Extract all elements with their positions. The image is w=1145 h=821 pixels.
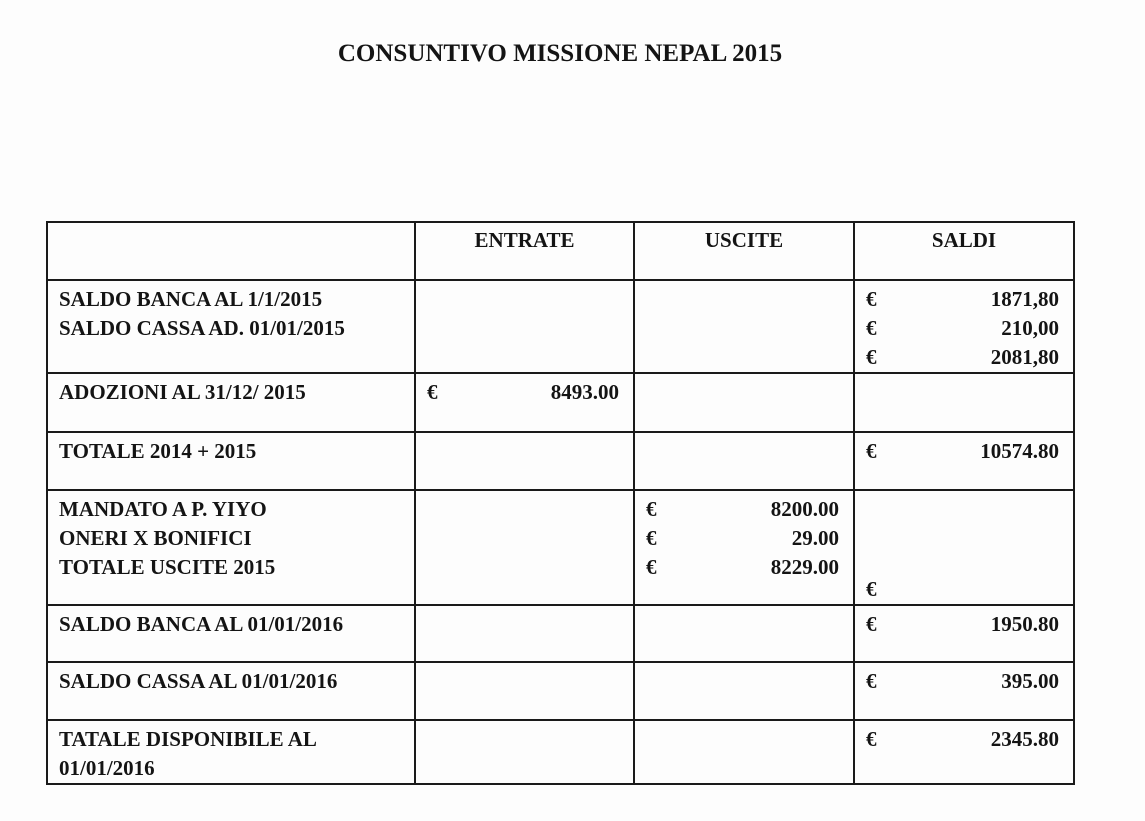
row-label	[47, 662, 415, 720]
label-line: 01/01/2016	[59, 756, 155, 780]
entrate-cell	[415, 720, 634, 784]
table-row	[47, 373, 1074, 432]
uscite-cell	[634, 662, 854, 720]
saldi-cell	[854, 432, 1074, 490]
header-uscite: USCITE	[634, 222, 854, 280]
header-entrate: ENTRATE	[415, 222, 634, 280]
amount	[855, 610, 1073, 639]
amount	[635, 495, 853, 524]
euro-symbol: €	[646, 526, 657, 550]
amount-value: 1950.80	[990, 612, 1059, 636]
label-line: TOTALE USCITE 2015	[59, 555, 276, 579]
euro-symbol: €	[866, 669, 877, 693]
amount-value: 8493.00	[550, 380, 619, 404]
table-row	[47, 280, 1074, 373]
amount-value: 8229.00	[770, 555, 839, 579]
euro-symbol: €	[646, 555, 657, 579]
euro-symbol: €	[866, 345, 877, 369]
amount	[855, 575, 1073, 604]
euro-symbol: €	[866, 439, 877, 463]
entrate-cell	[415, 280, 634, 373]
table-row	[47, 490, 1074, 605]
amount-value: 210,00	[1001, 316, 1059, 340]
row-label	[47, 373, 415, 432]
amount	[855, 314, 1073, 343]
uscite-cell	[634, 605, 854, 662]
header-row	[47, 222, 1074, 280]
saldi-cell	[854, 605, 1074, 662]
saldi-cell	[854, 280, 1074, 373]
entrate-cell	[415, 490, 634, 605]
euro-symbol: €	[866, 612, 877, 636]
label-line: SALDO CASSA AD. 01/01/2015	[59, 316, 345, 340]
label-line: SALDO BANCA AL 1/1/2015	[59, 287, 323, 311]
row-label	[47, 280, 415, 373]
label-line: MANDATO A P. YIYO	[59, 497, 267, 521]
row-label	[47, 720, 415, 784]
amount-value: 29.00	[791, 526, 839, 550]
table-row	[47, 605, 1074, 662]
uscite-cell	[634, 720, 854, 784]
amount-value: 2081,80	[990, 345, 1059, 369]
label-line: TATALE DISPONIBILE AL	[59, 727, 317, 751]
euro-symbol: €	[646, 497, 657, 521]
uscite-cell	[634, 490, 854, 605]
amount-value: 2345.80	[990, 727, 1059, 751]
amount	[635, 524, 853, 553]
uscite-cell	[634, 373, 854, 432]
amount-value: 395.00	[1001, 669, 1059, 693]
table-row	[47, 720, 1074, 784]
euro-symbol: €	[866, 727, 877, 751]
amount-value: 10574.80	[980, 439, 1059, 463]
amount	[855, 343, 1073, 372]
entrate-cell	[415, 662, 634, 720]
uscite-cell	[634, 280, 854, 373]
saldi-cell	[854, 720, 1074, 784]
uscite-cell	[634, 432, 854, 490]
entrate-cell	[415, 605, 634, 662]
label-line: ADOZIONI AL 31/12/ 2015	[59, 380, 306, 404]
entrate-cell	[415, 373, 634, 432]
label-line: SALDO BANCA AL 01/01/2016	[59, 612, 344, 636]
amount	[855, 667, 1073, 696]
euro-symbol: €	[427, 380, 438, 404]
entrate-cell	[415, 432, 634, 490]
amount	[635, 553, 853, 582]
saldi-cell	[854, 662, 1074, 720]
euro-symbol: €	[866, 316, 877, 340]
saldi-cell	[854, 373, 1074, 432]
euro-symbol: €	[866, 287, 877, 311]
row-label	[47, 432, 415, 490]
header-blank	[47, 222, 415, 280]
label-line: TOTALE 2014 + 2015	[59, 439, 257, 463]
document-title: CONSUNTIVO MISSIONE NEPAL 2015	[337, 40, 783, 67]
table-row	[47, 432, 1074, 490]
row-label	[47, 490, 415, 605]
saldi-cell	[854, 490, 1074, 605]
financial-summary-table	[46, 221, 1075, 785]
amount-value: 1871,80	[990, 287, 1059, 311]
label-line: ONERI X BONIFICI	[59, 526, 252, 550]
amount	[416, 378, 633, 407]
row-label	[47, 605, 415, 662]
amount	[855, 725, 1073, 754]
table-row	[47, 662, 1074, 720]
label-line: SALDO CASSA AL 01/01/2016	[59, 669, 338, 693]
amount-value: 8200.00	[770, 497, 839, 521]
amount	[855, 437, 1073, 466]
amount	[855, 285, 1073, 314]
euro-symbol: €	[866, 577, 877, 601]
header-saldi: SALDI	[854, 222, 1074, 280]
